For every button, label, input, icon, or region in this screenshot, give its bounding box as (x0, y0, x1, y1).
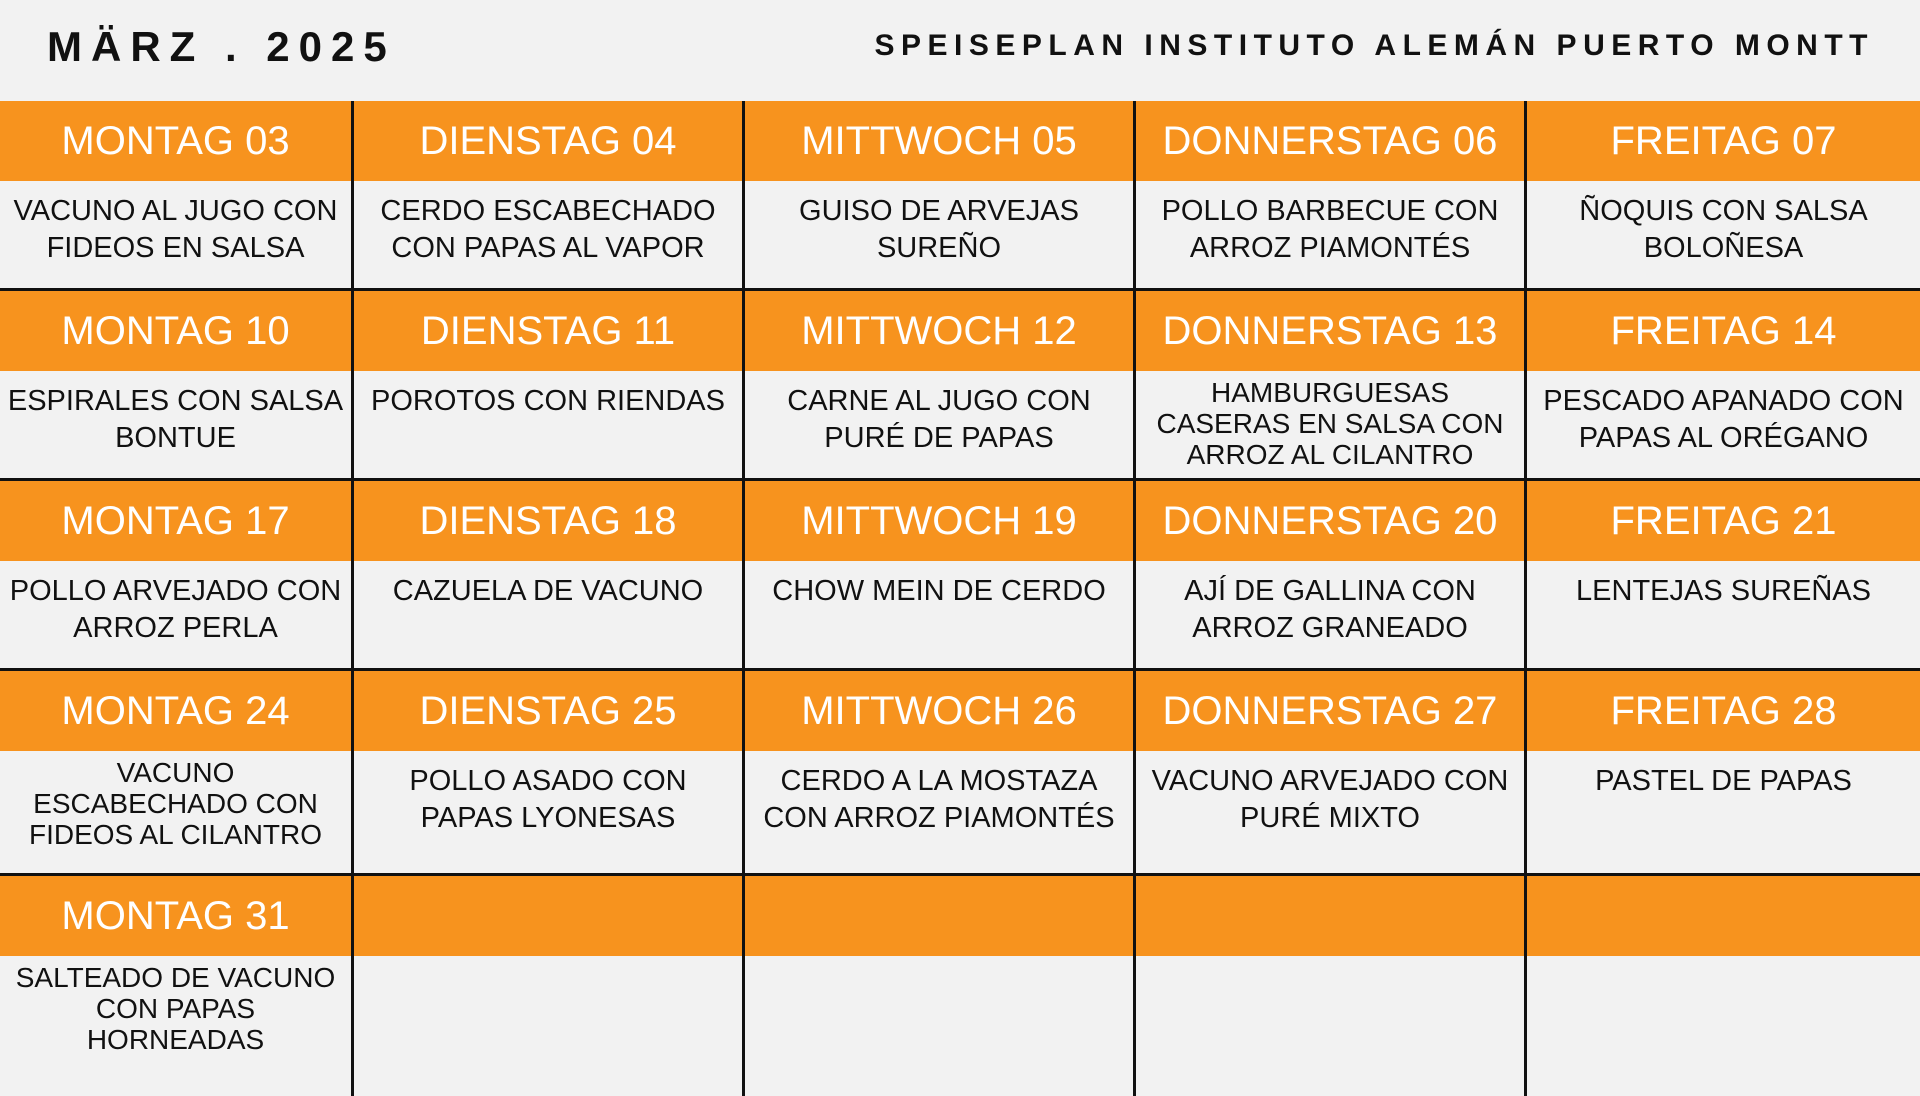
meal-text: POLLO ASADO CON PAPAS LYONESAS (354, 751, 742, 873)
day-header: MONTAG 10 (0, 291, 351, 371)
meal-text: AJÍ DE GALLINA CON ARROZ GRANEADO (1136, 561, 1524, 668)
meal-text: POLLO ARVEJADO CON ARROZ PERLA (0, 561, 351, 668)
day-header: DIENSTAG 04 (354, 101, 742, 181)
day-header: MONTAG 03 (0, 101, 351, 181)
meal-text: VACUNO ARVEJADO CON PURÉ MIXTO (1136, 751, 1524, 873)
day-cell (1136, 671, 1527, 876)
empty-day-cell (745, 876, 1136, 1096)
meal-text: POLLO BARBECUE CON ARROZ PIAMONTÉS (1136, 181, 1524, 288)
day-cell (1527, 101, 1920, 291)
day-header (1136, 876, 1524, 956)
meal-text: SALTEADO DE VACUNO CON PAPAS HORNEADAS (0, 956, 351, 1096)
day-cell (0, 671, 354, 876)
day-cell (745, 291, 1136, 481)
day-cell (0, 291, 354, 481)
day-header: FREITAG 28 (1527, 671, 1920, 751)
day-cell (1527, 671, 1920, 876)
page-header (0, 0, 1920, 102)
meal-text: LENTEJAS SUREÑAS (1527, 561, 1920, 668)
day-header: DIENSTAG 25 (354, 671, 742, 751)
day-header: MITTWOCH 12 (745, 291, 1133, 371)
meal-text: CHOW MEIN DE CERDO (745, 561, 1133, 668)
meal-text (354, 956, 742, 1096)
meal-text: HAMBURGUESAS CASERAS EN SALSA CON ARROZ AL CILANTRO (1136, 371, 1524, 478)
day-header: FREITAG 07 (1527, 101, 1920, 181)
day-cell (1527, 481, 1920, 671)
day-header (745, 876, 1133, 956)
meal-text: CAZUELA DE VACUNO (354, 561, 742, 668)
day-header (1527, 876, 1920, 956)
meal-text: POROTOS CON RIENDAS (354, 371, 742, 478)
empty-day-cell (1527, 876, 1920, 1096)
meal-text (1136, 956, 1524, 1096)
day-header: MITTWOCH 26 (745, 671, 1133, 751)
month-title: MÄRZ . 2025 (47, 23, 396, 70)
day-header: FREITAG 14 (1527, 291, 1920, 371)
meal-text: CARNE AL JUGO CON PURÉ DE PAPAS (745, 371, 1133, 478)
day-cell (354, 291, 745, 481)
day-header (354, 876, 742, 956)
menu-title: SPEISEPLAN INSTITUTO ALEMÁN PUERTO MONTT (874, 29, 1874, 62)
day-header: MONTAG 31 (0, 876, 351, 956)
day-header: MITTWOCH 05 (745, 101, 1133, 181)
meal-text: VACUNO ESCABECHADO CON FIDEOS AL CILANTRO (0, 751, 351, 873)
day-header: MONTAG 24 (0, 671, 351, 751)
day-cell (354, 671, 745, 876)
day-cell (0, 101, 354, 291)
meal-text: VACUNO AL JUGO CON FIDEOS EN SALSA (0, 181, 351, 288)
meal-text: PASTEL DE PAPAS (1527, 751, 1920, 873)
day-cell (354, 481, 745, 671)
meal-text: CERDO ESCABECHADO CON PAPAS AL VAPOR (354, 181, 742, 288)
menu-calendar-grid (0, 101, 1920, 1096)
day-header: FREITAG 21 (1527, 481, 1920, 561)
day-cell (1527, 291, 1920, 481)
day-header: MONTAG 17 (0, 481, 351, 561)
day-cell (745, 101, 1136, 291)
day-cell (0, 481, 354, 671)
day-header: DIENSTAG 11 (354, 291, 742, 371)
day-header: DONNERSTAG 13 (1136, 291, 1524, 371)
meal-text: CERDO A LA MOSTAZA CON ARROZ PIAMONTÉS (745, 751, 1133, 873)
meal-text: ÑOQUIS CON SALSA BOLOÑESA (1527, 181, 1920, 288)
day-cell (1136, 101, 1527, 291)
meal-text (745, 956, 1133, 1096)
day-header: DONNERSTAG 27 (1136, 671, 1524, 751)
day-header: DIENSTAG 18 (354, 481, 742, 561)
meal-text: ESPIRALES CON SALSA BONTUE (0, 371, 351, 478)
empty-day-cell (354, 876, 745, 1096)
day-cell (1136, 481, 1527, 671)
day-cell (354, 101, 745, 291)
day-header: MITTWOCH 19 (745, 481, 1133, 561)
empty-day-cell (1136, 876, 1527, 1096)
meal-text (1527, 956, 1920, 1096)
meal-text: PESCADO APANADO CON PAPAS AL ORÉGANO (1527, 371, 1920, 478)
day-header: DONNERSTAG 06 (1136, 101, 1524, 181)
day-header: DONNERSTAG 20 (1136, 481, 1524, 561)
day-cell (745, 481, 1136, 671)
day-cell (745, 671, 1136, 876)
day-cell (0, 876, 354, 1096)
day-cell (1136, 291, 1527, 481)
meal-text: GUISO DE ARVEJAS SUREÑO (745, 181, 1133, 288)
